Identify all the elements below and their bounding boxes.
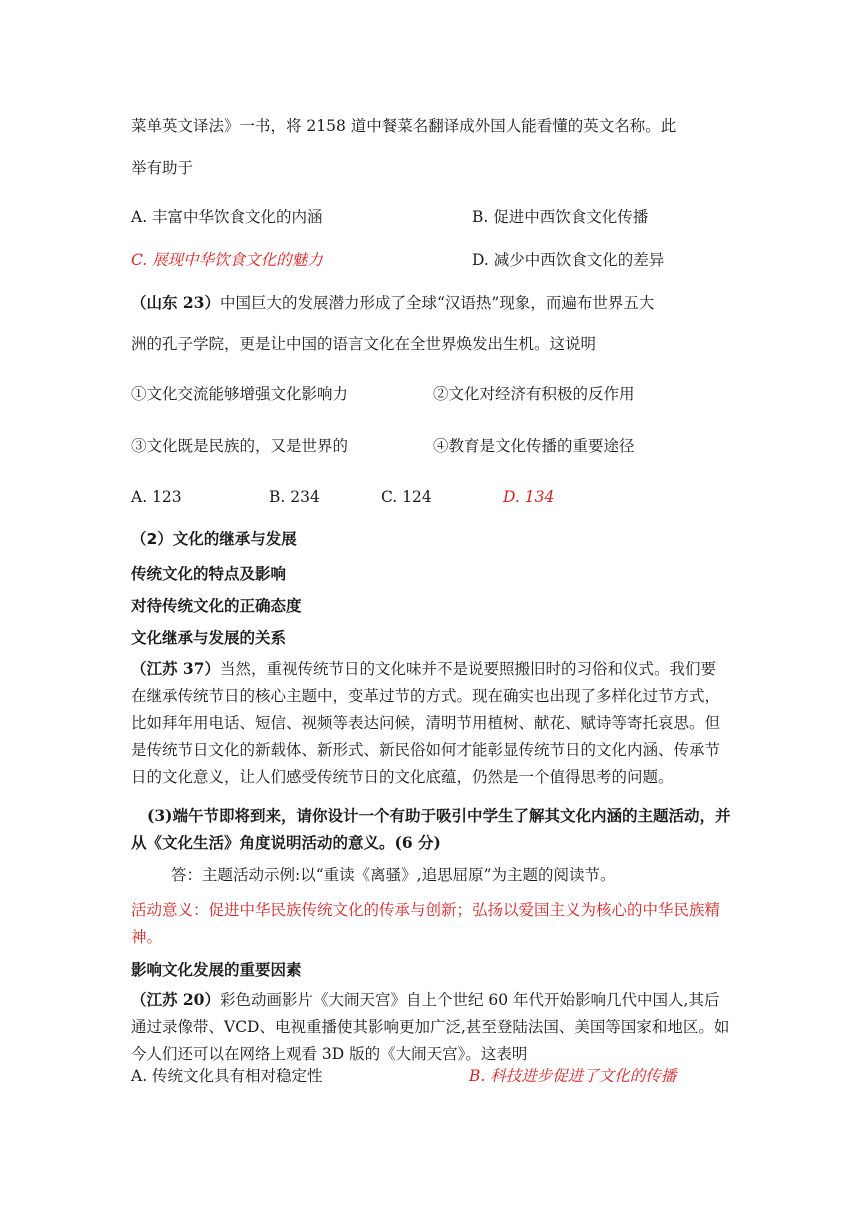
q3-question: (3)端午节即将到来，请你设计一个有助于吸引中学生了解其文化内涵的主题活动，并从《文化生活》角度说明活动的意义。(6 分) (131, 806, 731, 852)
q1-option-b: B. 促进中西饮食文化传播 (472, 208, 649, 226)
q2-stem-text1: 中国巨大的发展潜力形成了全球“汉语热”现象，而遍布世界五大 (219, 294, 655, 312)
section-title: （2）文化的继承与发展 (131, 530, 297, 548)
q2-option-d-answer: D. 134 (503, 488, 555, 506)
q2-item-2: ②文化对经济有积极的反作用 (433, 385, 635, 403)
q2-option-a: A. 123 (131, 488, 182, 506)
q1-stem-line2: 举有助于 (131, 159, 194, 177)
heading-traditional-features: 传统文化的特点及影响 (131, 565, 287, 583)
q2-source: （山东 23） (131, 293, 220, 312)
q1-option-a: A. 丰富中华饮食文化的内涵 (131, 208, 323, 226)
q3-answer: 答：主题活动示例:以“重读《离骚》,追思屈原”为主题的阅读节。 (171, 866, 616, 884)
heading-development-factors: 影响文化发展的重要因素 (131, 961, 302, 979)
q4-stem-text: 彩色动画影片《大闹天宫》自上个世纪 60 年代开始影响几代中国人,其后通过录像带、VCD、电视重播使其影响更加广泛,甚至登陆法国、美国等国家和地区。如今人们还可以在网络上观看 3D 版的《大闹天宫》。这表明 (131, 991, 730, 1063)
q2-stem-line1 (131, 293, 654, 313)
q4-source: （江苏 20） (131, 990, 220, 1009)
q4-option-a: A. 传统文化具有相对稳定性 (131, 1067, 323, 1085)
q4-option-b-answer: B. 科技进步促进了文化的传播 (469, 1067, 677, 1085)
heading-correct-attitude: 对待传统文化的正确态度 (131, 597, 302, 615)
q1-option-c-answer: C. 展现中华饮食文化的魅力 (131, 251, 323, 269)
q2-item-1: ①文化交流能够增强文化影响力 (131, 385, 349, 403)
q4-stem (131, 986, 731, 1068)
q2-option-c: C. 124 (381, 488, 432, 506)
q3-passage-text: 当然，重视传统节日的文化味并不是说要照搬旧时的习俗和仪式。我们要在继承传统节日的核心主题中，变革过节的方式。现在确实也出现了多样化过节方式，比如拜年用电话、短信、视频等表达问候，清明节用植树、献花、赋诗等寄托哀思。但是传统节日文化的新载体、新形式、新民俗如何才能彰显传统节日的文化内涵、传承节日的文化意义，让人们感受传统节日的文化底蕴，仍然是一个值得思考的问题。 (131, 660, 721, 786)
heading-inherit-develop: 文化继承与发展的关系 (131, 629, 287, 647)
q2-stem-line2: 洲的孔子学院，更是让中国的语言文化在全世界焕发出生机。这说明 (131, 335, 597, 353)
q3-significance: 活动意义：促进中华民族传统文化的传承与创新；弘扬以爱国主义为核心的中华民族精神。 (131, 901, 721, 946)
q2-item-4: ④教育是文化传播的重要途径 (433, 437, 635, 455)
q2-item-3: ③文化既是民族的，又是世界的 (131, 437, 349, 455)
q1-option-d: D. 减少中西饮食文化的差异 (472, 251, 665, 269)
q3-source: （江苏 37） (131, 659, 220, 678)
q1-stem-line1: 菜单英文译法》一书，将 2158 道中餐菜名翻译成外国人能看懂的英文名称。此 (131, 117, 677, 135)
q3-passage (131, 655, 731, 791)
q2-option-b: B. 234 (269, 488, 320, 506)
